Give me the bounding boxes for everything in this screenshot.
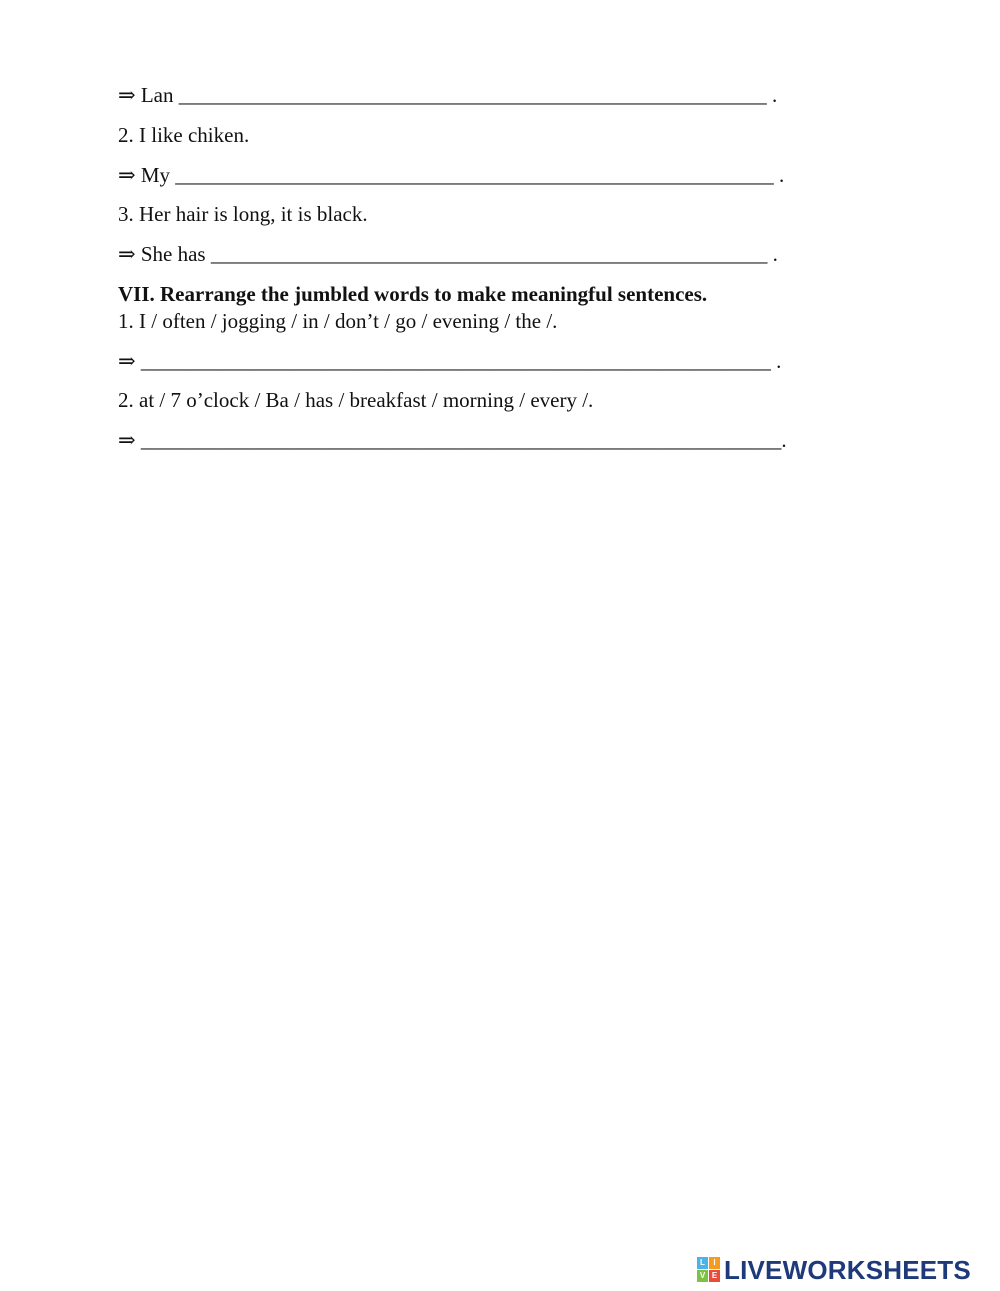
question-2-text: 2. I like chiken. [118, 123, 250, 147]
logo-tile-e: E [709, 1270, 720, 1282]
section-vii-heading: VII. Rearrange the jumbled words to make meaningful sentences. [118, 282, 708, 306]
logo-tile-v: V [697, 1270, 708, 1282]
answer-line-she-has: ⇒ She has _____________________________________________________ . [118, 242, 778, 266]
answer-line-lan: ⇒ Lan ________________________________________________________ . [118, 83, 778, 107]
liveworksheets-logo [697, 1256, 971, 1284]
logo-tile-l: L [697, 1257, 708, 1269]
jumbled-question-2: 2. at / 7 o’clock / Ba / has / breakfast / morning / every /. [118, 388, 594, 412]
jumbled-answer-line-1: ⇒ ____________________________________________________________ . [118, 349, 782, 373]
jumbled-answer-line-2: ⇒ _____________________________________________________________. [118, 428, 787, 452]
liveworksheets-logo-icon [697, 1257, 721, 1283]
answer-line-my: ⇒ My _________________________________________________________ . [118, 163, 785, 187]
jumbled-question-1: 1. I / often / jogging / in / don’t / go / evening / the /. [118, 309, 558, 333]
liveworksheets-logo-text: LIVEWORKSHEETS [724, 1254, 971, 1285]
question-3-text: 3. Her hair is long, it is black. [118, 202, 368, 226]
logo-tile-i: I [709, 1257, 720, 1269]
